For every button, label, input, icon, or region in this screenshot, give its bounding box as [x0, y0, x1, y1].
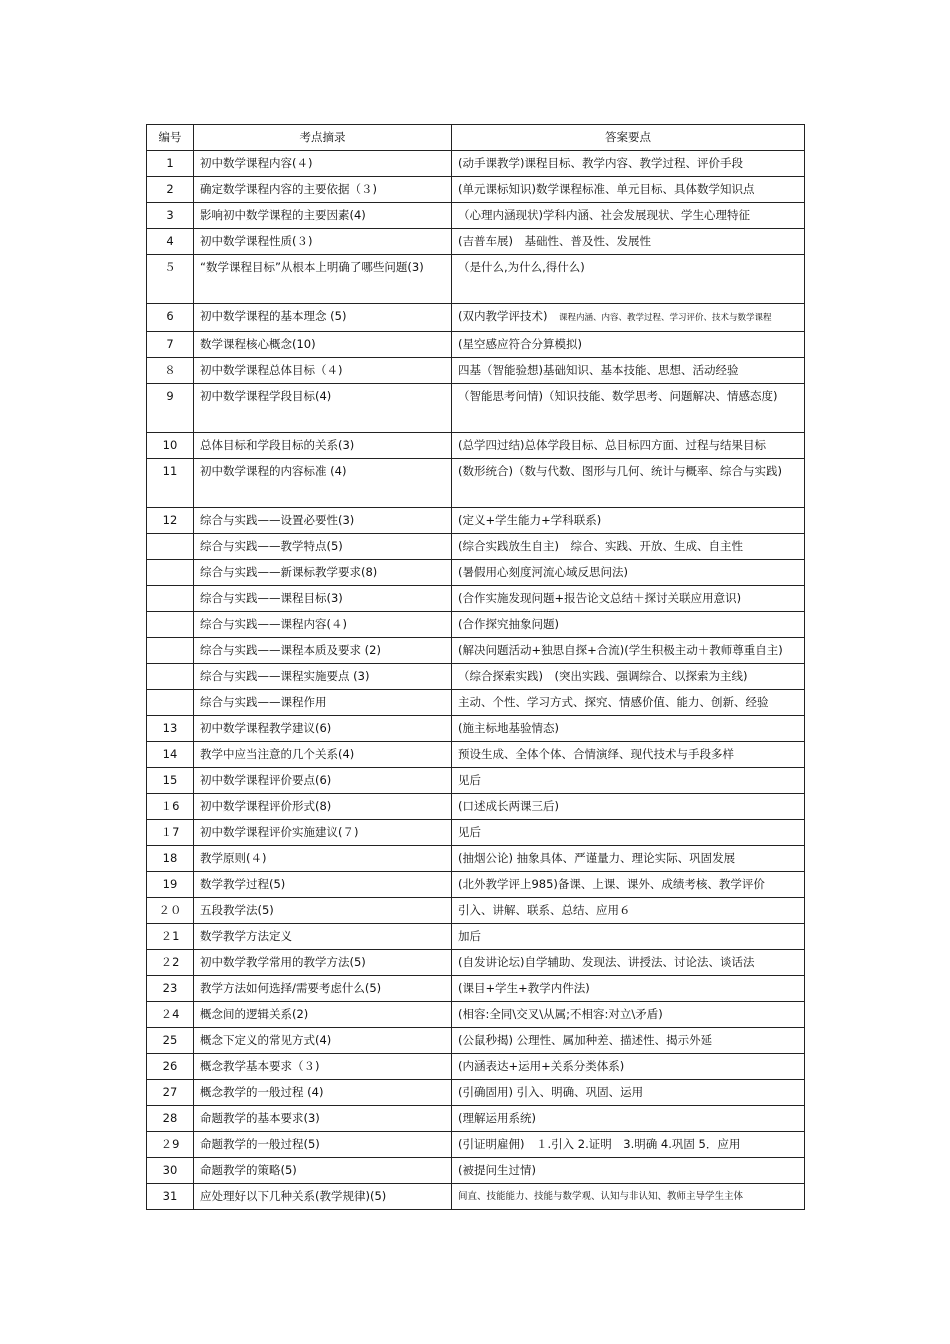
row-number — [147, 586, 194, 612]
row-number — [147, 690, 194, 716]
table-row — [147, 820, 805, 846]
row-answer — [452, 1184, 805, 1210]
row-answer — [452, 586, 805, 612]
table-row — [147, 1054, 805, 1080]
row-topic: 概念教学的一般过程 (4) — [194, 1080, 452, 1106]
row-number: 13 — [147, 716, 194, 742]
row-topic: 综合与实践——课程实施要点 (3) — [194, 664, 452, 690]
table-body — [147, 151, 805, 1210]
row-answer — [452, 768, 805, 794]
row-topic: 综合与实践——教学特点(5) — [194, 534, 452, 560]
row-answer — [452, 433, 805, 459]
row-answer — [452, 976, 805, 1002]
exam-points-table — [146, 124, 805, 1210]
row-answer — [452, 950, 805, 976]
row-answer-text: (口述成长两课三后) — [458, 799, 559, 813]
row-answer — [452, 1106, 805, 1132]
row-topic: 初中数学课程内容(４) — [194, 151, 452, 177]
row-answer-text: (合作探究抽象问题) — [458, 617, 559, 631]
table-row — [147, 151, 805, 177]
row-topic: 概念教学基本要求（３) — [194, 1054, 452, 1080]
row-number: 2 — [147, 177, 194, 203]
row-topic: 影响初中数学课程的主要因素(4) — [194, 203, 452, 229]
table-row — [147, 690, 805, 716]
row-number: ８ — [147, 358, 194, 384]
row-answer — [452, 1158, 805, 1184]
row-answer-text: (数形统合)（数与代数、图形与几何、统计与概率、综合与实践) — [458, 464, 782, 478]
table-row — [147, 742, 805, 768]
row-answer-text: 间直、技能能力、技能与数学观、认知与非认知、教师主导学生主体 — [458, 1191, 744, 1202]
row-answer-text: (课目+学生+教学内件法) — [458, 981, 590, 995]
row-topic: 五段教学法(5) — [194, 898, 452, 924]
row-number — [147, 664, 194, 690]
row-answer-text: 见后 — [458, 825, 481, 839]
table-row — [147, 384, 805, 433]
row-topic: 命题教学的基本要求(3) — [194, 1106, 452, 1132]
table-row — [147, 716, 805, 742]
row-number: 7 — [147, 332, 194, 358]
table-row — [147, 508, 805, 534]
row-number: ２０ — [147, 898, 194, 924]
table-row — [147, 459, 805, 508]
row-answer — [452, 846, 805, 872]
row-topic: 初中数学课程的基本理念 (5) — [194, 304, 452, 332]
row-answer-text: (单元课标知识)数学课程标准、单元目标、具体数学知识点 — [458, 182, 755, 196]
row-answer — [452, 638, 805, 664]
row-topic: 确定数学课程内容的主要依据（３) — [194, 177, 452, 203]
table-row — [147, 846, 805, 872]
row-answer-text: (双内教学评技术) — [458, 309, 548, 323]
row-answer — [452, 229, 805, 255]
table-row — [147, 638, 805, 664]
table-row — [147, 898, 805, 924]
row-topic: 命题教学的策略(5) — [194, 1158, 452, 1184]
row-number — [147, 612, 194, 638]
row-answer — [452, 304, 805, 332]
row-answer-text: (吉普车展) 基础性、普及性、发展性 — [458, 234, 651, 248]
row-answer — [452, 1132, 805, 1158]
table-row — [147, 1106, 805, 1132]
row-number — [147, 638, 194, 664]
row-number — [147, 534, 194, 560]
table-row — [147, 586, 805, 612]
row-number: 23 — [147, 976, 194, 1002]
row-answer-text: (定义+学生能力+学科联系) — [458, 513, 602, 527]
row-answer-text: (自发讲论坛)自学辅助、发现法、讲授法、讨论法、谈话法 — [458, 955, 755, 969]
row-answer-text: (公鼠秒揭) 公理性、属加种差、描述性、揭示外延 — [458, 1033, 713, 1047]
row-topic: 综合与实践——课程本质及要求 (2) — [194, 638, 452, 664]
row-number: 3 — [147, 203, 194, 229]
table-row — [147, 332, 805, 358]
row-answer — [452, 1028, 805, 1054]
row-topic: 综合与实践——新课标教学要求(8) — [194, 560, 452, 586]
row-answer-text: （是什么,为什么,得什么) — [458, 260, 585, 274]
row-number: １6 — [147, 794, 194, 820]
answer-spacer — [547, 309, 559, 323]
row-answer-text: (抽烟公论) 抽象具体、严谨量力、理论实际、巩固发展 — [458, 851, 736, 865]
row-answer — [452, 820, 805, 846]
row-answer-text: 引入、讲解、联系、总结、应用６ — [458, 903, 631, 917]
row-answer-text: （综合探索实践) (突出实践、强调综合、以探索为主线) — [458, 669, 748, 683]
table-row — [147, 1002, 805, 1028]
row-topic: 概念下定义的常见方式(4) — [194, 1028, 452, 1054]
row-topic: 综合与实践——课程作用 — [194, 690, 452, 716]
row-answer — [452, 560, 805, 586]
row-topic: 数学教学过程(5) — [194, 872, 452, 898]
row-answer-text: (北外教学评上985)备课、上课、课外、成绩考核、教学评价 — [458, 877, 765, 891]
row-answer-text: 预设生成、全体个体、合情演绎、现代技术与手段多样 — [458, 747, 734, 761]
row-answer-text: (理解运用系统) — [458, 1111, 536, 1125]
row-answer — [452, 255, 805, 304]
row-answer-text: (解决问题活动+独思自探+合流)(学生积极主动＋教师尊重自主) — [458, 643, 783, 657]
table-row — [147, 560, 805, 586]
table-row — [147, 664, 805, 690]
row-answer-text: (相容:全同\交叉\从属;不相容:对立\矛盾) — [458, 1007, 663, 1021]
row-topic: 初中数学课程性质(３) — [194, 229, 452, 255]
row-topic: 初中数学课程评价实施建议(７) — [194, 820, 452, 846]
row-number: 19 — [147, 872, 194, 898]
row-answer-text: （心理内涵现状)学科内涵、社会发展现状、学生心理特征 — [458, 208, 750, 222]
table-row — [147, 976, 805, 1002]
row-number: ２2 — [147, 950, 194, 976]
row-answer — [452, 151, 805, 177]
table-header-row — [147, 125, 805, 151]
row-answer-subtext: 课程内涵、内容、教学过程、学习评价、技术与数学课程 — [558, 313, 772, 323]
row-topic: 初中数学课程教学建议(6) — [194, 716, 452, 742]
table-row — [147, 794, 805, 820]
row-answer-text: (内涵表达+运用+关系分类体系) — [458, 1059, 625, 1073]
header-answer: 答案要点 — [452, 125, 805, 151]
row-answer-text: (暑假用心刻度河流心域反思问法) — [458, 565, 628, 579]
row-topic: “数学课程目标”从根本上明确了哪些问题(3) — [194, 255, 452, 304]
header-topic: 考点摘录 — [194, 125, 452, 151]
row-answer-text: (被提问生过情) — [458, 1163, 536, 1177]
table-row — [147, 177, 805, 203]
row-number: 26 — [147, 1054, 194, 1080]
row-answer — [452, 459, 805, 508]
header-number: 编号 — [147, 125, 194, 151]
table-row — [147, 255, 805, 304]
row-topic: 概念间的逻辑关系(2) — [194, 1002, 452, 1028]
table-row — [147, 203, 805, 229]
row-number: 4 — [147, 229, 194, 255]
row-answer-text: (总学四过结)总体学段目标、总目标四方面、过程与结果目标 — [458, 438, 766, 452]
row-answer-text: 加后 — [458, 929, 481, 943]
row-topic: 综合与实践——课程内容(４) — [194, 612, 452, 638]
table-row — [147, 358, 805, 384]
row-number: ５ — [147, 255, 194, 304]
table-row — [147, 612, 805, 638]
row-topic: 综合与实践——课程目标(3) — [194, 586, 452, 612]
row-answer — [452, 690, 805, 716]
row-topic: 命题教学的一般过程(5) — [194, 1132, 452, 1158]
row-answer — [452, 203, 805, 229]
row-topic: 综合与实践——设置必要性(3) — [194, 508, 452, 534]
row-answer — [452, 898, 805, 924]
row-answer — [452, 1080, 805, 1106]
row-topic: 初中数学课程评价形式(8) — [194, 794, 452, 820]
row-number: ２1 — [147, 924, 194, 950]
row-answer — [452, 924, 805, 950]
table-row — [147, 534, 805, 560]
row-number: 28 — [147, 1106, 194, 1132]
table-row — [147, 304, 805, 332]
table-row — [147, 924, 805, 950]
row-topic: 总体目标和学段目标的关系(3) — [194, 433, 452, 459]
table-row — [147, 1158, 805, 1184]
row-topic: 初中数学课程的内容标准 (4) — [194, 459, 452, 508]
table-row — [147, 1028, 805, 1054]
row-topic: 数学课程核心概念(10) — [194, 332, 452, 358]
table-row — [147, 1132, 805, 1158]
row-number: 31 — [147, 1184, 194, 1210]
row-topic: 教学中应当注意的几个关系(4) — [194, 742, 452, 768]
table-row — [147, 768, 805, 794]
row-answer — [452, 664, 805, 690]
row-topic: 初中数学课程学段目标(4) — [194, 384, 452, 433]
row-number: 15 — [147, 768, 194, 794]
row-answer — [452, 794, 805, 820]
row-answer — [452, 716, 805, 742]
table-row — [147, 872, 805, 898]
table-row — [147, 950, 805, 976]
row-answer-text: 见后 — [458, 773, 481, 787]
table-row — [147, 433, 805, 459]
row-answer-text: 四基（智能验想)基础知识、基本技能、思想、活动经验 — [458, 363, 739, 377]
row-answer-text: （智能思考问情)（知识技能、数学思考、问题解决、情感态度) — [458, 389, 778, 403]
row-number: ２9 — [147, 1132, 194, 1158]
row-number: 1 — [147, 151, 194, 177]
row-answer — [452, 358, 805, 384]
row-answer — [452, 1054, 805, 1080]
row-answer-text: (星空感应符合分算模拟) — [458, 337, 582, 351]
row-answer — [452, 534, 805, 560]
row-number: 11 — [147, 459, 194, 508]
row-answer — [452, 508, 805, 534]
row-answer — [452, 384, 805, 433]
row-topic: 初中数学课程评价要点(6) — [194, 768, 452, 794]
row-number: 10 — [147, 433, 194, 459]
row-answer-text: (引确固用) 引入、明确、巩固、运用 — [458, 1085, 644, 1099]
row-number: 14 — [147, 742, 194, 768]
row-answer — [452, 742, 805, 768]
row-number: 27 — [147, 1080, 194, 1106]
row-answer-text: (引证明雇佣) １.引入 2.证明 3.明确 4.巩固 5．应用 — [458, 1137, 741, 1151]
row-answer-text: 主动、个性、学习方式、探究、情感价值、能力、创新、经验 — [458, 695, 769, 709]
row-number: 12 — [147, 508, 194, 534]
row-topic: 初中数学教学常用的教学方法(5) — [194, 950, 452, 976]
row-topic: 初中数学课程总体目标（４) — [194, 358, 452, 384]
row-answer-text: (合作实施发现问题+报告论文总结＋探讨关联应用意识) — [458, 591, 742, 605]
table-row — [147, 1080, 805, 1106]
table-row — [147, 1184, 805, 1210]
row-answer — [452, 612, 805, 638]
row-number: 6 — [147, 304, 194, 332]
row-number: 9 — [147, 384, 194, 433]
row-answer — [452, 332, 805, 358]
row-number: ２4 — [147, 1002, 194, 1028]
row-topic: 教学方法如何选择/需要考虑什么(5) — [194, 976, 452, 1002]
row-answer-text: (动手课教学)课程目标、教学内容、教学过程、评价手段 — [458, 156, 743, 170]
row-topic: 应处理好以下几种关系(教学规律)(5) — [194, 1184, 452, 1210]
row-number: 25 — [147, 1028, 194, 1054]
row-topic: 数学教学方法定义 — [194, 924, 452, 950]
row-answer — [452, 1002, 805, 1028]
row-answer-text: (综合实践放生自主) 综合、实践、开放、生成、自主性 — [458, 539, 743, 553]
row-number — [147, 560, 194, 586]
row-topic: 教学原则(４) — [194, 846, 452, 872]
table-row — [147, 229, 805, 255]
row-number: 18 — [147, 846, 194, 872]
row-answer — [452, 872, 805, 898]
row-number: 30 — [147, 1158, 194, 1184]
row-answer-text: (施主标地基验情态) — [458, 721, 559, 735]
row-number: １7 — [147, 820, 194, 846]
row-answer — [452, 177, 805, 203]
